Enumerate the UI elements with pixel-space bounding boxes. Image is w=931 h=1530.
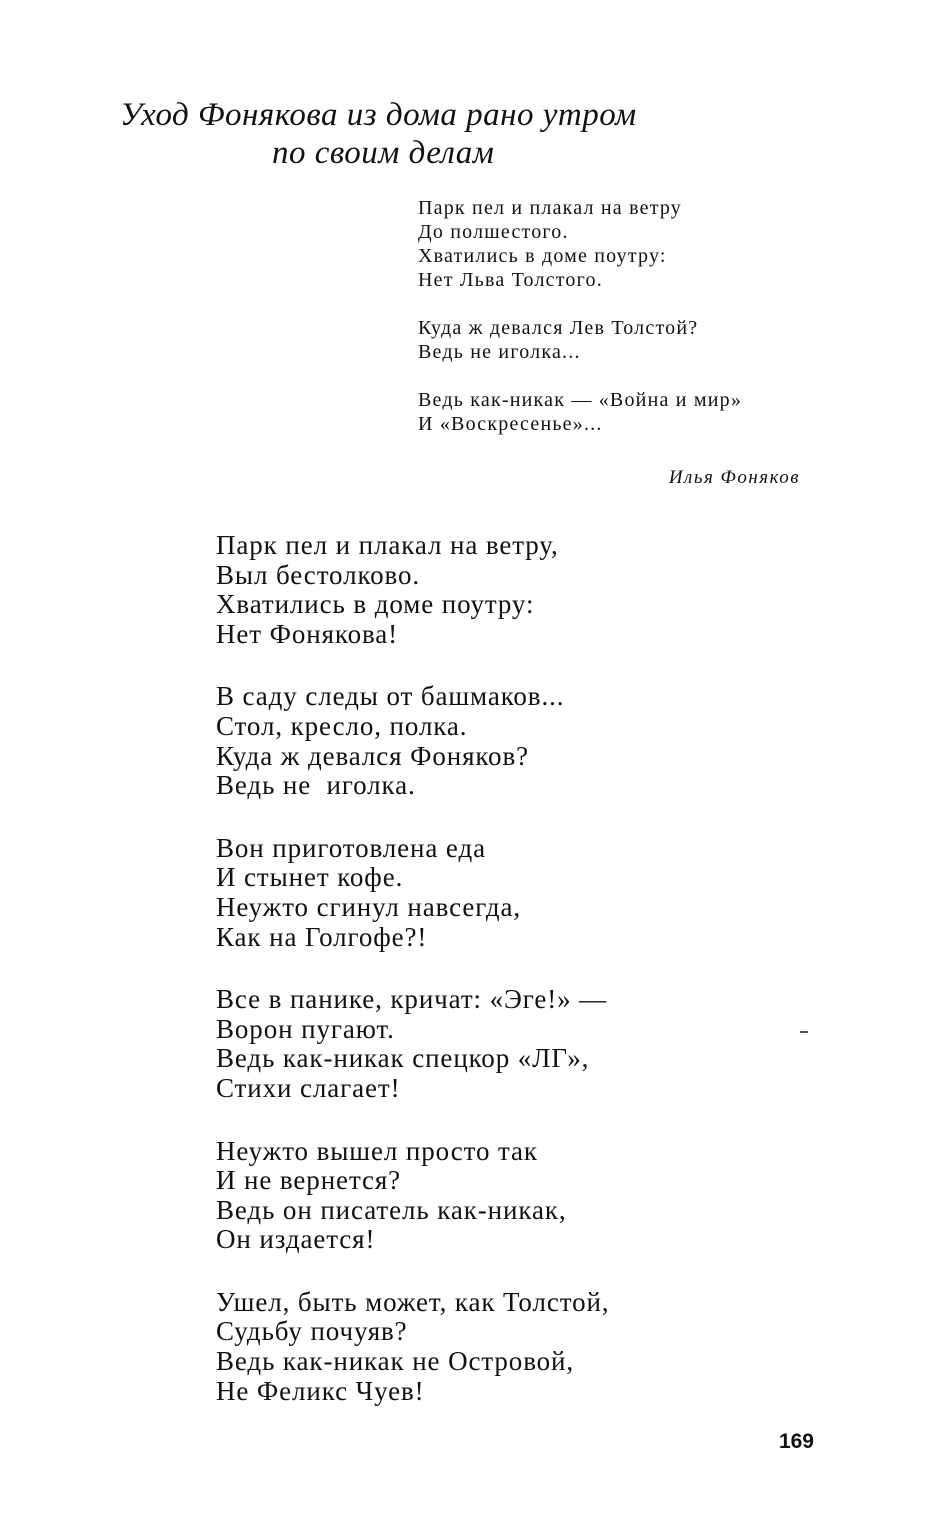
poem-body	[216, 531, 836, 1439]
stray-dash-mark	[800, 1031, 808, 1033]
poem-line: Ведь как-никак спецкор «ЛГ»,	[216, 1043, 590, 1074]
poem-line: Хватились в доме поутру:	[216, 589, 535, 620]
poem-line: Ведь как-никак не Островой,	[216, 1346, 575, 1377]
page-number: 169	[778, 1430, 814, 1453]
epigraph-line: Парк пел и плакал на ветру	[418, 197, 683, 219]
poem-line: Вон приготовлена еда	[216, 832, 486, 863]
poem-line: Выл бестолково.	[216, 559, 421, 590]
poem-line: Он издается!	[216, 1224, 376, 1255]
epigraph-stanza-1	[418, 196, 818, 292]
epigraph-line: Ведь не иголка...	[418, 341, 581, 363]
poem-stanza-2	[216, 682, 836, 800]
poem-line: Судьбу почуяв?	[216, 1316, 408, 1347]
title-line-1: Уход Фонякова из дома рано утром	[120, 97, 637, 133]
poem-stanza-3	[216, 834, 836, 952]
poem-line: Неужто вышел просто так	[216, 1135, 538, 1166]
poem-line: Неужто сгинул навсегда,	[216, 891, 522, 922]
poem-line: Все в панике, кричат: «Эге!» —	[216, 984, 608, 1015]
poem-line: Стихи слагает!	[216, 1072, 401, 1103]
epigraph-line: Нет Льва Толстого.	[418, 269, 603, 291]
poem-line: Куда ж девался Фоняков?	[216, 740, 529, 771]
poem-line: Ведь он писатель как-никак,	[216, 1194, 567, 1225]
poem-line: Парк пел и плакал на ветру,	[216, 530, 559, 560]
poem-stanza-1	[216, 531, 836, 649]
poem-line: В саду следы от башмаков...	[216, 681, 565, 712]
epigraph-line: Хватились в доме поутру:	[418, 245, 667, 267]
poem-line: И не вернется?	[216, 1165, 402, 1196]
poem-line: Стол, кресло, полка.	[216, 710, 468, 741]
poem-line: Ведь не иголка.	[216, 770, 416, 801]
poem-line: Ворон пугают.	[216, 1013, 395, 1044]
epigraph-line: Ведь как-никак — «Война и мир»	[418, 389, 743, 411]
poem-stanza-5	[216, 1137, 836, 1255]
title-line-2: по своим делам	[272, 135, 495, 171]
poem-title	[120, 96, 800, 172]
poem-line: И стынет кофе.	[216, 862, 404, 893]
epigraph-author: Илья Фоняков	[668, 467, 800, 488]
poem-line: Ушел, быть может, как Толстой,	[216, 1286, 610, 1317]
epigraph-line: И «Воскресенье»...	[418, 413, 603, 435]
poem-line: Как на Голгофе?!	[216, 921, 428, 952]
poem-line: Нет Фонякова!	[216, 618, 399, 649]
epigraph-stanza-3	[418, 388, 818, 436]
epigraph-line: Куда ж девался Лев Толстой?	[418, 317, 699, 339]
poem-stanza-4	[216, 985, 836, 1103]
epigraph-line: До полшестого.	[418, 221, 569, 243]
poem-stanza-6	[216, 1288, 836, 1406]
epigraph-stanza-2	[418, 316, 818, 364]
epigraph	[418, 196, 818, 460]
poem-line: Не Феликс Чуев!	[216, 1375, 425, 1406]
